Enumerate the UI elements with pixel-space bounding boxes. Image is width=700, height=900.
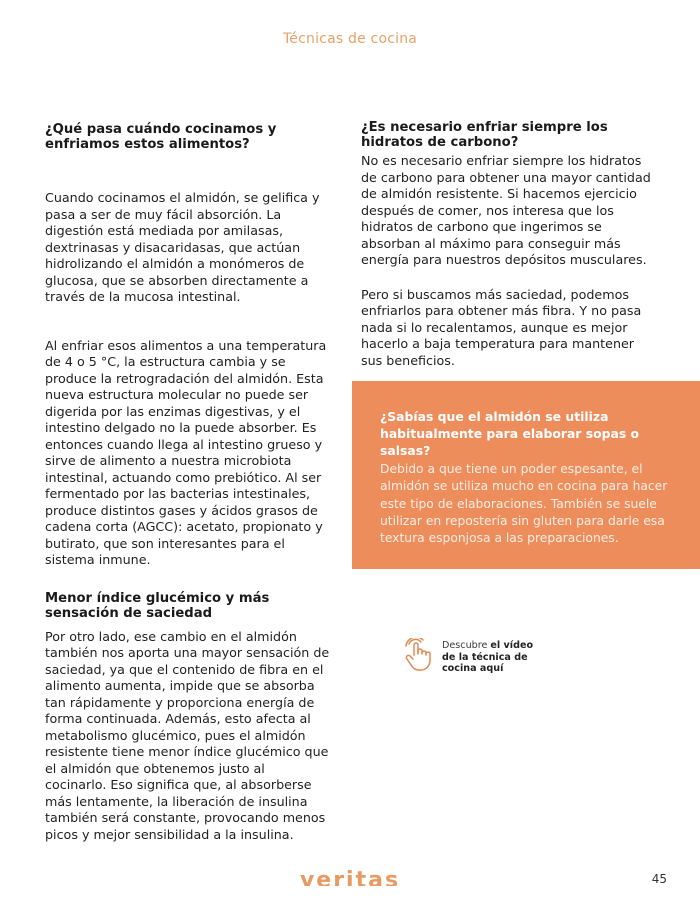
paragraph-satiety: Por otro lado, ese cambio en el almidón también nos aporta una mayor sensación de saciedad, ya que el contenido de fibra en el alimento aumenta, impide que se absorba tan rápidamente y proporciona energía de forma continuada. Además, esto afecta al metabolismo glucémico, pues el almidón resistente tiene menor índice glucémico que el almidón que obtenemos justo al cocinarlo. Eso significa que, al absorberse más lentamente, la liberación de insulina también será constante, provocando menos picos y mejor sensibilidad a la insulina. — [45, 628, 330, 842]
paragraph-not-necessary: No es necesario enfriar siempre los hidratos de carbono para obtener una mayor cantidad de almidón resistente. Si hacemos ejercicio después de comer, nos interesa que los hidratos de carbono que ingerimos se absorban al máximo para conseguir más energía para nuestros depósitos musculares. — [361, 153, 651, 267]
hand-pointer-icon — [403, 638, 442, 678]
video-link-bold: el vídeo de la técnica de cocina aquí — [442, 640, 534, 674]
video-link-prefix: Descubre — [442, 640, 491, 651]
video-link-text[interactable] — [442, 640, 534, 675]
veritas-logo: veritas — [299, 868, 401, 886]
paragraph-cooling-starch: Al enfriar esos alimentos a una temperatura de 4 o 5 °C, la estructura cambia y se produce la retrogradación del almidón. Esta nueva estructura molecular no puede ser digerida por las enzimas digestivas, y el intestino delgado no la puede absorber. Es entonces cuando llega al intestino grueso y sirve de alimento a nuestra microbiota intestinal, actuando como prebiótico. Al ser fermentado por las bacterias intestinales, produce distintos gases y ácidos grasos de cadena corta (AGCC): acetato, propionato y butirato, que son interesantes para el sistema inmune. — [45, 337, 327, 567]
callout-heading: ¿Sabías que el almidón se utiliza habitualmente para elaborar sopas o salsas? — [380, 409, 640, 458]
heading-glycemic-index: Menor índice glucémico y más sensación de saciedad — [45, 590, 270, 621]
right-column — [361, 120, 656, 369]
heading-cooking-cooling: ¿Qué pasa cuándo cocinamos y enfriamos estos alimentos? — [45, 122, 277, 152]
section-title: Técnicas de cocina — [282, 31, 418, 47]
paragraph-cooking-starch: Cuando cocinamos el almidón, se gelifica y pasa a ser de muy fácil absorción. La digestión está mediada por amilasas, dextrinasas y disacaridasas, que actúan hidrolizando el almidón a monómeros de glucosa, que se absorben directamente a través de la mucosa intestinal. — [45, 190, 320, 304]
page-number: 45 — [651, 872, 667, 886]
video-link[interactable] — [403, 638, 534, 678]
heading-always-cool: ¿Es necesario enfriar siempre los hidratos de carbono? — [361, 120, 608, 150]
paragraph-more-satiety: Pero si buscamos más saciedad, podemos enfriarlos para obtener más fibra. Y no pasa nada si lo recalentamos, aunque es mejor hacerlo a baja temperatura para mantener sus beneficios. — [361, 286, 642, 368]
callout-body: Debido a que tiene un poder espesante, el almidón se utiliza mucho en cocina para hacer este tipo de elaboraciones. También se suele utilizar en repostería sin gluten para darle esa textura esponjosa a las preparaciones. — [380, 462, 668, 546]
left-column — [45, 122, 330, 843]
did-you-know-callout — [352, 381, 700, 569]
